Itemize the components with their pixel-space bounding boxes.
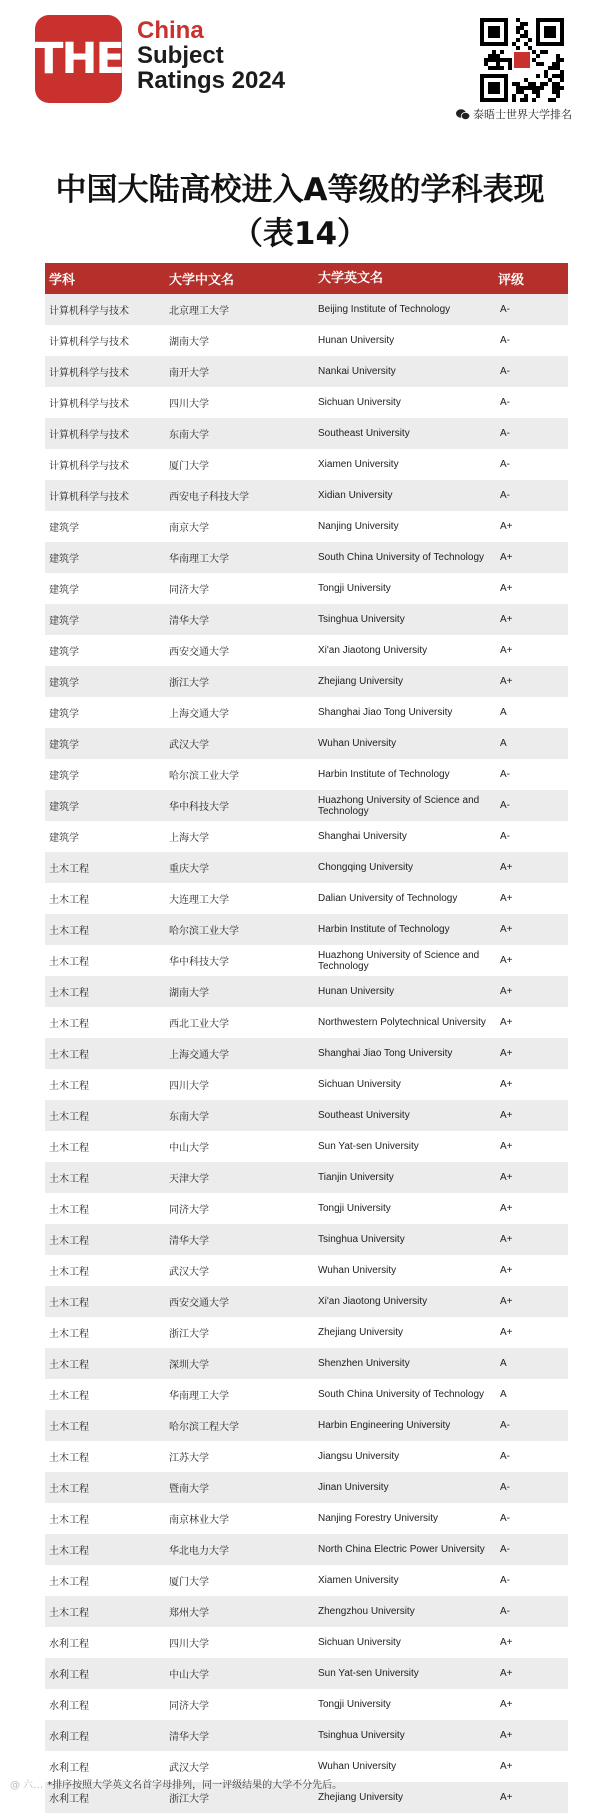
footnote-area [10, 1776, 342, 1791]
cell-en-name: Shenzhen University [318, 1358, 410, 1369]
cell-en-name: Xi'an Jiaotong University [318, 645, 428, 656]
cell-cn-name: 哈尔滨工业大学 [169, 771, 239, 782]
cell-subject: 建筑学 [49, 585, 79, 596]
cell-rating: A- [500, 304, 510, 315]
wechat-icon [456, 109, 470, 120]
table-row [45, 1441, 568, 1472]
cell-en-name: Zhejiang University [318, 1792, 404, 1803]
cell-cn-name: 武汉大学 [169, 1763, 209, 1774]
cell-en-name: Chongqing University [318, 862, 414, 873]
cell-subject: 水利工程 [49, 1701, 89, 1712]
cell-en-name: Sichuan University [318, 397, 401, 408]
table-row [45, 1503, 568, 1534]
cell-rating: A+ [500, 1017, 513, 1028]
cell-cn-name: 东南大学 [169, 1112, 209, 1123]
cell-en-name: Wuhan University [318, 1265, 397, 1276]
cell-rating: A+ [500, 1668, 513, 1679]
cell-cn-name: 湖南大学 [169, 988, 209, 999]
cell-en-name: Jiangsu University [318, 1451, 400, 1462]
footnote: *排序按照大学英文名首字母排列，同一评级结果的大学不分先后。 [47, 1780, 343, 1791]
cell-en-name: Jinan University [318, 1482, 389, 1493]
table-row [45, 1069, 568, 1100]
cell-subject: 建筑学 [49, 523, 79, 534]
cell-subject: 土木工程 [49, 1577, 89, 1588]
table-row [45, 697, 568, 728]
cell-subject: 建筑学 [49, 802, 79, 813]
table-row [45, 945, 568, 976]
cell-subject: 建筑学 [49, 740, 79, 751]
cell-en-name: Tongji University [318, 1203, 391, 1214]
cell-cn-name: 同济大学 [169, 1701, 209, 1712]
table-row [45, 1472, 568, 1503]
cell-en-name: Tsinghua University [318, 614, 405, 625]
cell-rating: A+ [500, 1172, 513, 1183]
table-row [45, 914, 568, 945]
table-row [45, 325, 568, 356]
cell-rating: A+ [500, 986, 513, 997]
cell-cn-name: 华中科技大学 [169, 802, 229, 813]
cell-subject: 计算机科学与技术 [49, 430, 129, 441]
cell-en-name: Zhengzhou University [318, 1606, 415, 1617]
table-row [45, 666, 568, 697]
cell-cn-name: 清华大学 [169, 1732, 209, 1743]
cell-cn-name: 哈尔滨工业大学 [169, 926, 239, 937]
header-en-name: 大学英文名 [318, 271, 384, 286]
table-row [45, 1658, 568, 1689]
table-row [45, 1317, 568, 1348]
cell-subject: 土木工程 [49, 1081, 89, 1092]
cell-subject: 土木工程 [49, 1391, 89, 1402]
cell-subject: 建筑学 [49, 833, 79, 844]
table-row [45, 1007, 568, 1038]
cell-cn-name: 大连理工大学 [169, 895, 229, 906]
cell-rating: A+ [500, 1110, 513, 1121]
cell-cn-name: 南京林业大学 [169, 1515, 229, 1526]
cell-cn-name: 上海交通大学 [169, 709, 229, 720]
cell-cn-name: 南开大学 [169, 368, 209, 379]
cell-en-name: Tsinghua University [318, 1234, 405, 1245]
cell-cn-name: 四川大学 [169, 1639, 209, 1650]
cell-rating: A- [500, 1575, 510, 1586]
table-row [45, 1534, 568, 1565]
table-row [45, 1100, 568, 1131]
brand-line-2: Subject [137, 42, 224, 69]
cell-subject: 土木工程 [49, 957, 89, 968]
cell-subject: 水利工程 [49, 1639, 89, 1650]
cell-en-name: Southeast University [318, 1110, 410, 1121]
table-row [45, 1193, 568, 1224]
cell-subject: 土木工程 [49, 1360, 89, 1371]
cell-subject: 建筑学 [49, 647, 79, 658]
cell-subject: 土木工程 [49, 1050, 89, 1061]
cell-en-name: South China University of Technology [318, 1389, 485, 1400]
cell-rating: A+ [500, 1079, 513, 1090]
cell-rating: A+ [500, 1265, 513, 1276]
cell-en-name: Harbin Institute of Technology [318, 769, 450, 780]
table-row [45, 356, 568, 387]
table-row [45, 852, 568, 883]
cell-en-name: Nanjing Forestry University [318, 1513, 439, 1524]
cell-en-name: Beijing Institute of Technology [318, 304, 451, 315]
table-row [45, 728, 568, 759]
cell-rating: A+ [500, 676, 513, 687]
cell-en-name: Xidian University [318, 490, 393, 501]
header-subject: 学科 [49, 273, 76, 288]
cell-rating: A- [500, 1544, 510, 1555]
table-row [45, 883, 568, 914]
table-row [45, 1627, 568, 1658]
cell-rating: A+ [500, 1048, 513, 1059]
table-row [45, 790, 568, 821]
header-cn-name: 大学中文名 [169, 273, 235, 288]
cell-subject: 建筑学 [49, 678, 79, 689]
cell-cn-name: 清华大学 [169, 1236, 209, 1247]
cell-rating: A- [500, 335, 510, 346]
table-row [45, 294, 568, 325]
cell-cn-name: 西安电子科技大学 [169, 492, 249, 503]
cell-subject: 土木工程 [49, 1298, 89, 1309]
cell-cn-name: 同济大学 [169, 1205, 209, 1216]
cell-rating: A- [500, 800, 510, 811]
cell-cn-name: 西北工业大学 [169, 1019, 229, 1030]
cell-en-name: Sun Yat-sen University [318, 1668, 419, 1679]
brand-line-1: China [137, 17, 204, 44]
cell-cn-name: 南京大学 [169, 523, 209, 534]
cell-rating: A [500, 707, 507, 718]
cell-rating: A+ [500, 1203, 513, 1214]
cell-cn-name: 北京理工大学 [169, 306, 229, 317]
cell-subject: 计算机科学与技术 [49, 492, 129, 503]
cell-en-name: South China University of Technology [318, 552, 485, 563]
cell-rating: A+ [500, 1761, 513, 1772]
header [0, 0, 600, 130]
table-row [45, 511, 568, 542]
cell-cn-name: 暨南大学 [169, 1484, 209, 1495]
brand-title [137, 18, 285, 93]
table-row [45, 1038, 568, 1069]
cell-cn-name: 华中科技大学 [169, 957, 229, 968]
table-row [45, 1162, 568, 1193]
table-row [45, 1131, 568, 1162]
cell-rating: A [500, 1358, 507, 1369]
cell-subject: 土木工程 [49, 1546, 89, 1557]
cell-subject: 土木工程 [49, 1143, 89, 1154]
cell-rating: A+ [500, 1730, 513, 1741]
cell-subject: 计算机科学与技术 [49, 337, 129, 348]
cell-subject: 土木工程 [49, 1236, 89, 1247]
cell-rating: A- [500, 1513, 510, 1524]
cell-en-name: Hunan University [318, 335, 395, 346]
cell-subject: 建筑学 [49, 771, 79, 782]
cell-en-name: Huazhong University of Science and Technology [318, 794, 480, 817]
cell-subject: 计算机科学与技术 [49, 368, 129, 379]
cell-cn-name: 江苏大学 [169, 1453, 209, 1464]
logo-text: THE [34, 34, 123, 84]
cell-en-name: Hunan University [318, 986, 395, 997]
cell-cn-name: 天津大学 [169, 1174, 209, 1185]
cell-cn-name: 哈尔滨工程大学 [169, 1422, 239, 1433]
header-rating: 评级 [498, 273, 525, 288]
cell-rating: A+ [500, 521, 513, 532]
table-row [45, 1286, 568, 1317]
table-row [45, 418, 568, 449]
cell-cn-name: 四川大学 [169, 1081, 209, 1092]
cell-rating: A+ [500, 862, 513, 873]
cell-rating: A+ [500, 1141, 513, 1152]
cell-subject: 土木工程 [49, 864, 89, 875]
cell-subject: 土木工程 [49, 1515, 89, 1526]
cell-subject: 土木工程 [49, 1422, 89, 1433]
cell-rating: A- [500, 459, 510, 470]
cell-en-name: Wuhan University [318, 738, 397, 749]
cell-en-name: North China Electric Power University [318, 1544, 485, 1555]
cell-en-name: Huazhong University of Science and Technology [318, 949, 480, 972]
cell-rating: A+ [500, 1699, 513, 1710]
cell-en-name: Tongji University [318, 1699, 391, 1710]
cell-rating: A- [500, 1606, 510, 1617]
cell-subject: 计算机科学与技术 [49, 306, 129, 317]
cell-cn-name: 四川大学 [169, 399, 209, 410]
cell-rating: A+ [500, 552, 513, 563]
table-header [45, 263, 568, 294]
table-row [45, 542, 568, 573]
cell-cn-name: 武汉大学 [169, 1267, 209, 1278]
page-title [0, 168, 600, 256]
cell-rating: A- [500, 1451, 510, 1462]
cell-rating: A+ [500, 1792, 513, 1803]
cell-cn-name: 华南理工大学 [169, 554, 229, 565]
ratings-table [45, 263, 568, 1813]
cell-rating: A [500, 738, 507, 749]
wechat-account [456, 106, 572, 122]
table-row [45, 976, 568, 1007]
cell-rating: A- [500, 490, 510, 501]
cell-en-name: Dalian University of Technology [318, 893, 458, 904]
cell-cn-name: 厦门大学 [169, 461, 209, 472]
cell-cn-name: 东南大学 [169, 430, 209, 441]
cell-rating: A- [500, 831, 510, 842]
qr-code [480, 18, 564, 102]
table-row [45, 1224, 568, 1255]
cell-cn-name: 西安交通大学 [169, 647, 229, 658]
cell-en-name: Wuhan University [318, 1761, 397, 1772]
cell-subject: 土木工程 [49, 1608, 89, 1619]
cell-en-name: Tsinghua University [318, 1730, 405, 1741]
table-row [45, 1596, 568, 1627]
cell-en-name: Sichuan University [318, 1637, 401, 1648]
cell-cn-name: 华北电力大学 [169, 1546, 229, 1557]
cell-en-name: Tongji University [318, 583, 391, 594]
cell-rating: A [500, 1389, 507, 1400]
cell-en-name: Xi'an Jiaotong University [318, 1296, 428, 1307]
table-body [45, 294, 568, 1813]
table-row [45, 1720, 568, 1751]
cell-en-name: Sichuan University [318, 1079, 401, 1090]
watermark: @ 六… [10, 1780, 44, 1791]
cell-subject: 计算机科学与技术 [49, 399, 129, 410]
table-row [45, 1689, 568, 1720]
the-logo [35, 15, 122, 103]
table-row [45, 573, 568, 604]
cell-cn-name: 重庆大学 [169, 864, 209, 875]
cell-rating: A- [500, 397, 510, 408]
cell-subject: 土木工程 [49, 1267, 89, 1278]
cell-cn-name: 清华大学 [169, 616, 209, 627]
cell-cn-name: 深圳大学 [169, 1360, 209, 1371]
cell-rating: A- [500, 428, 510, 439]
cell-en-name: Zhejiang University [318, 676, 404, 687]
cell-cn-name: 中山大学 [169, 1143, 209, 1154]
cell-subject: 水利工程 [49, 1794, 89, 1805]
cell-rating: A+ [500, 1637, 513, 1648]
cell-subject: 土木工程 [49, 926, 89, 937]
cell-cn-name: 厦门大学 [169, 1577, 209, 1588]
cell-en-name: Tianjin University [318, 1172, 394, 1183]
cell-en-name: Harbin Engineering University [318, 1420, 451, 1431]
table-row [45, 1565, 568, 1596]
table-row [45, 1410, 568, 1441]
cell-cn-name: 中山大学 [169, 1670, 209, 1681]
cell-subject: 土木工程 [49, 1329, 89, 1340]
wechat-label: 泰晤士世界大学排名 [473, 108, 572, 121]
cell-rating: A+ [500, 583, 513, 594]
cell-cn-name: 武汉大学 [169, 740, 209, 751]
cell-en-name: Nankai University [318, 366, 396, 377]
cell-subject: 建筑学 [49, 616, 79, 627]
table-row [45, 1255, 568, 1286]
cell-subject: 土木工程 [49, 1205, 89, 1216]
cell-subject: 土木工程 [49, 895, 89, 906]
cell-rating: A+ [500, 645, 513, 656]
cell-subject: 土木工程 [49, 1174, 89, 1185]
cell-rating: A+ [500, 893, 513, 904]
cell-cn-name: 湖南大学 [169, 337, 209, 348]
cell-subject: 土木工程 [49, 1484, 89, 1495]
title-line-2: （表14） [231, 216, 369, 252]
table-row [45, 635, 568, 666]
cell-rating: A- [500, 1482, 510, 1493]
table-row [45, 1379, 568, 1410]
table-row [45, 387, 568, 418]
cell-cn-name: 西安交通大学 [169, 1298, 229, 1309]
cell-rating: A+ [500, 955, 513, 966]
table-row [45, 604, 568, 635]
cell-subject: 建筑学 [49, 554, 79, 565]
table-row [45, 480, 568, 511]
cell-subject: 水利工程 [49, 1732, 89, 1743]
cell-cn-name: 郑州大学 [169, 1608, 209, 1619]
cell-cn-name: 浙江大学 [169, 1329, 209, 1340]
cell-rating: A+ [500, 1327, 513, 1338]
table-row [45, 759, 568, 790]
brand-line-3: Ratings 2024 [137, 67, 286, 94]
cell-en-name: Xiamen University [318, 459, 399, 470]
cell-subject: 水利工程 [49, 1763, 89, 1774]
cell-rating: A- [500, 769, 510, 780]
cell-rating: A+ [500, 614, 513, 625]
cell-en-name: Shanghai Jiao Tong University [318, 707, 453, 718]
table-row [45, 449, 568, 480]
title-line-1: 中国大陆高校进入A等级的学科表现 [55, 172, 545, 208]
cell-cn-name: 华南理工大学 [169, 1391, 229, 1402]
cell-en-name: Shanghai Jiao Tong University [318, 1048, 453, 1059]
cell-subject: 土木工程 [49, 1453, 89, 1464]
cell-rating: A- [500, 1420, 510, 1431]
cell-en-name: Southeast University [318, 428, 410, 439]
cell-en-name: Sun Yat-sen University [318, 1141, 419, 1152]
cell-en-name: Northwestern Polytechnical University [318, 1017, 486, 1028]
cell-subject: 土木工程 [49, 1112, 89, 1123]
cell-rating: A+ [500, 1234, 513, 1245]
table-row [45, 821, 568, 852]
cell-cn-name: 同济大学 [169, 585, 209, 596]
cell-subject: 土木工程 [49, 988, 89, 999]
cell-subject: 土木工程 [49, 1019, 89, 1030]
table-row [45, 1348, 568, 1379]
cell-en-name: Nanjing University [318, 521, 399, 532]
cell-cn-name: 浙江大学 [169, 1794, 209, 1805]
cell-subject: 水利工程 [49, 1670, 89, 1681]
cell-en-name: Xiamen University [318, 1575, 399, 1586]
cell-en-name: Shanghai University [318, 831, 407, 842]
cell-rating: A+ [500, 924, 513, 935]
cell-subject: 计算机科学与技术 [49, 461, 129, 472]
cell-rating: A+ [500, 1296, 513, 1307]
cell-cn-name: 上海交通大学 [169, 1050, 229, 1061]
cell-cn-name: 上海大学 [169, 833, 209, 844]
cell-en-name: Zhejiang University [318, 1327, 404, 1338]
cell-cn-name: 浙江大学 [169, 678, 209, 689]
cell-subject: 建筑学 [49, 709, 79, 720]
cell-rating: A- [500, 366, 510, 377]
cell-en-name: Harbin Institute of Technology [318, 924, 450, 935]
